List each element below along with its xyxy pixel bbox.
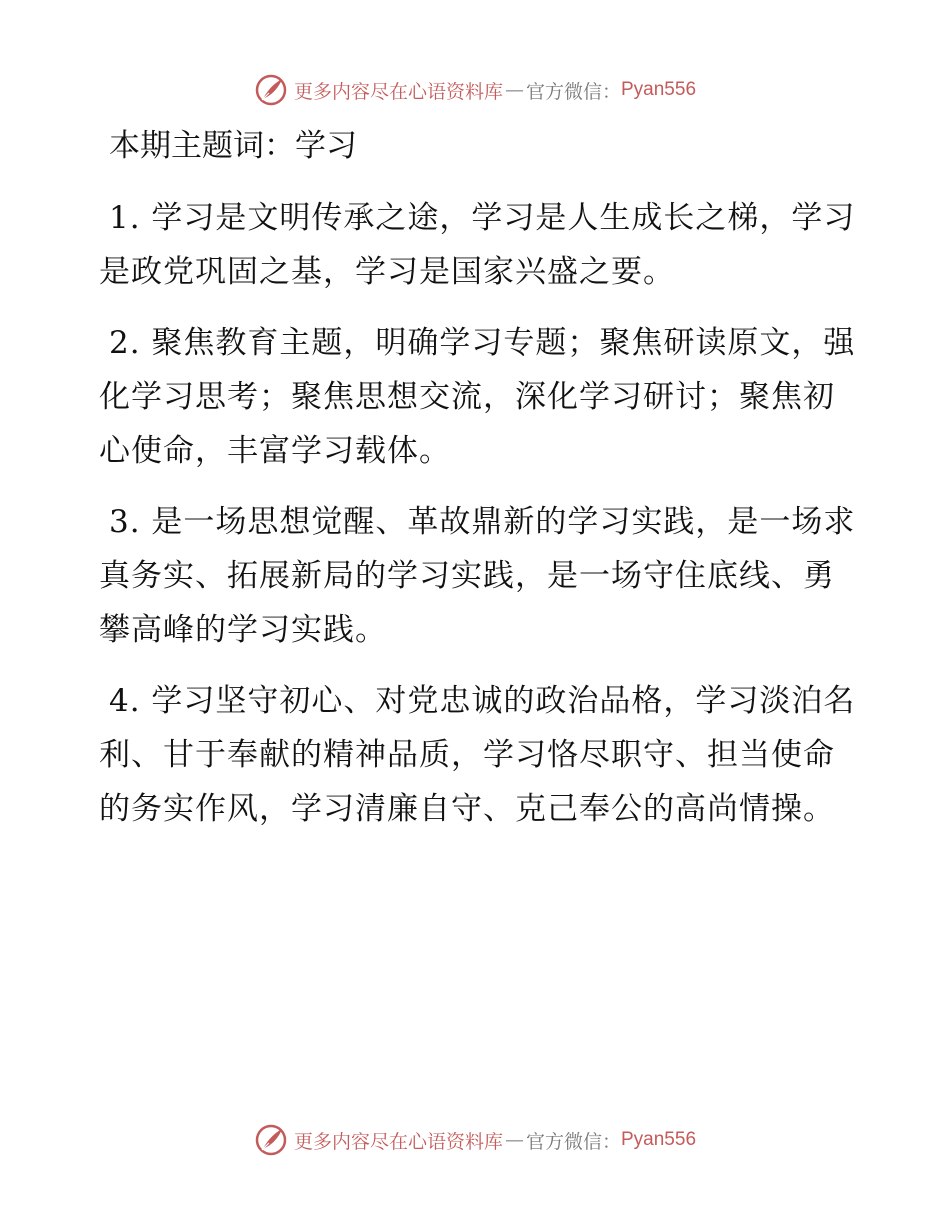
- feather-pen-logo-icon: [254, 1123, 288, 1157]
- paragraph-4: 4. 学习坚守初心、对党忠诚的政治品格，学习淡泊名利、甘于奉献的精神品质，学习恪尽职守、担当使命的务实作风，学习清廉自守、克己奉公的高尚情操。: [99, 683, 856, 827]
- header-watermark: [0, 70, 950, 110]
- watermark-official-label: 官方微信：: [525, 80, 621, 103]
- watermark-text: 更多内容尽在心语资料库: [293, 80, 503, 103]
- watermark-handle: Pyan556: [621, 1129, 697, 1150]
- paragraph-3: 3. 是一场思想觉醒、革故鼎新的学习实践，是一场求真务实、拓展新局的学习实践，是一场守住底线、勇攀高峰的学习实践。: [99, 504, 856, 648]
- watermark-handle: Pyan556: [621, 79, 697, 100]
- footer-watermark: [0, 1120, 950, 1160]
- watermark-separator: —: [504, 79, 524, 101]
- watermark-separator: —: [504, 1129, 524, 1151]
- watermark-official-label: 官方微信：: [525, 1130, 621, 1153]
- topic-heading: 本期主题词：学习: [109, 128, 357, 164]
- feather-pen-logo-icon: [254, 73, 288, 107]
- document-body: [99, 120, 859, 853]
- watermark-text: 更多内容尽在心语资料库: [293, 1130, 503, 1153]
- paragraph-1: 1. 学习是文明传承之途，学习是人生成长之梯，学习是政党巩固之基，学习是国家兴盛之要。: [99, 200, 856, 290]
- paragraph-2: 2. 聚焦教育主题，明确学习专题；聚焦研读原文，强化学习思考；聚焦思想交流，深化学习研讨；聚焦初心使命，丰富学习载体。: [99, 325, 856, 469]
